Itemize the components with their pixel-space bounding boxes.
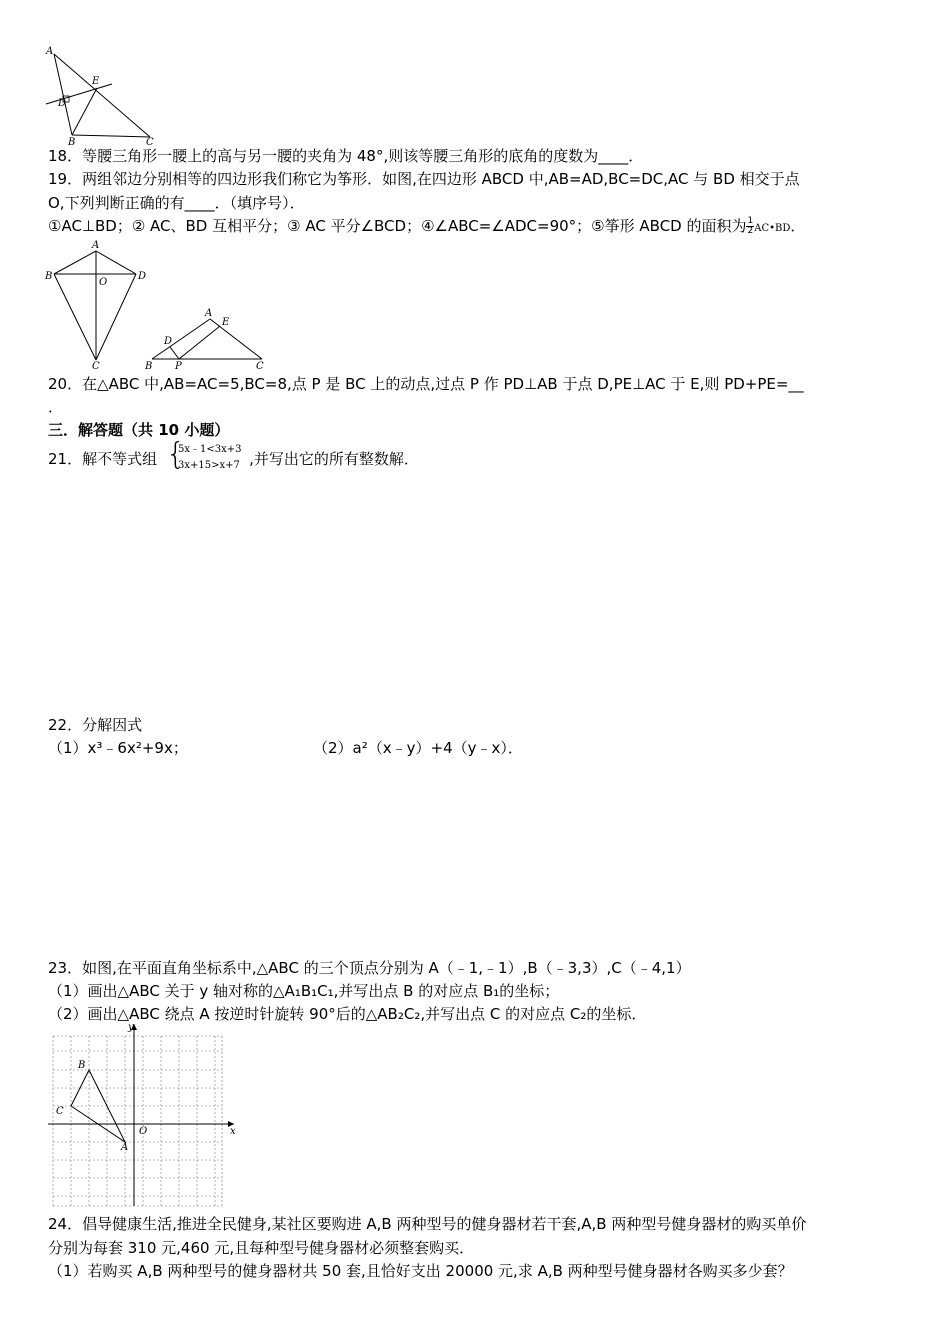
section-heading-3: 三．解答题（共 10 小题） [48,421,230,439]
question-23-line3: （2）画出△ABC 绕点 A 按逆时针旋转 90°后的△AB₂C₂,并写出点 C 的对应点 C₂的坐标． [48,1005,647,1023]
question-18: 18．等腰三角形一腰上的高与另一腰的夹角为 48°,则该等腰三角形的底角的度数为____． [48,147,644,165]
question-24-line3: （1）若购买 A,B 两种型号的健身器材共 50 套,且恰好支出 20000 元,求 A,B 两种型号健身器材各购买多少套？ [48,1262,793,1280]
label-E: E [222,317,230,328]
system-brace: { [166,437,186,472]
label-B: B [145,361,153,372]
label-C: C [92,361,100,370]
axis-label-x: x [230,1126,236,1137]
figure-triangle-top [40,42,160,147]
label-C: C [146,137,154,147]
label-E: E [92,76,100,87]
figure-triangle-q20 [142,306,270,374]
label-A: A [46,46,54,57]
question-21-prefix: 21．解不等式组 [48,450,158,468]
label-B: B [78,1060,86,1071]
figure-kite [42,238,152,370]
label-A: A [121,1142,129,1153]
label-C: C [56,1106,64,1117]
question-24-line1: 24．倡导健康生活,推进全民健身,某社区要购进 A,B 两种型号的健身器材若干套,A,B 两种型号健身器材的购买单价 [48,1215,807,1233]
label-C: C [256,361,264,372]
question-19-options-text: ①AC⊥BD；② AC、BD 互相平分；③ AC 平分∠BCD；④∠ABC=∠ADC=90°；⑤筝形 ABCD 的面积为 [48,217,747,235]
label-A: A [92,240,100,251]
question-19-options [48,216,805,239]
label-O: O [139,1126,148,1137]
question-23-line1: 23．如图,在平面直角坐标系中,△ABC 的三个顶点分别为 A（﹣1,﹣1）,B（﹣3,3）,C（﹣4,1） [48,959,691,977]
question-21-suffix: ,并写出它的所有整数解． [249,450,419,468]
question-20-line2: ． [48,398,64,416]
label-D: D [138,271,147,282]
label-B: B [45,271,53,282]
question-22-title: 22．分解因式 [48,716,143,734]
figure-coordinate-grid [44,1018,240,1210]
fraction-denominator: 2 [747,226,754,236]
axis-label-y: y [128,1022,134,1033]
inequality-2: 3x+15>x+7 [178,460,240,471]
label-B: B [68,137,76,147]
fraction-numerator: 1 [747,216,754,226]
label-O: O [99,277,108,288]
label-A: A [205,308,213,319]
question-23-line2: （1）画出△ABC 关于 y 轴对称的△A₁B₁C₁,并写出点 B 的对应点 B₁的坐标； [48,982,560,1000]
fraction-tail: AC•BD [754,223,791,234]
question-20-line1: 20．在△ABC 中,AB=AC=5,BC=8,点 P 是 BC 上的动点,过点 P 作 PD⊥AB 于点 D,PE⊥AC 于 E,则 PD+PE=__ [48,375,804,393]
label-P: P [175,361,182,372]
label-D: D [58,98,67,109]
question-22-part1: （1）x³﹣6x²+9x； [48,739,188,757]
inequality-1: 5x﹣1<3x+3 [178,444,242,455]
question-19-end: ． [790,217,806,235]
question-19-line2: O,下列判断正确的有____．（填序号）． [48,194,305,212]
label-D: D [164,336,173,347]
question-24-line2: 分别为每套 310 元,460 元,且每种型号健身器材必须整套购买． [48,1239,475,1257]
question-19-line1: 19．两组邻边分别相等的四边形我们称它为筝形．如图,在四边形 ABCD 中,AB=AD,BC=DC,AC 与 BD 相交于点 [48,170,800,188]
question-22-part2: （2）a²（x﹣y）+4（y﹣x）． [313,739,523,757]
